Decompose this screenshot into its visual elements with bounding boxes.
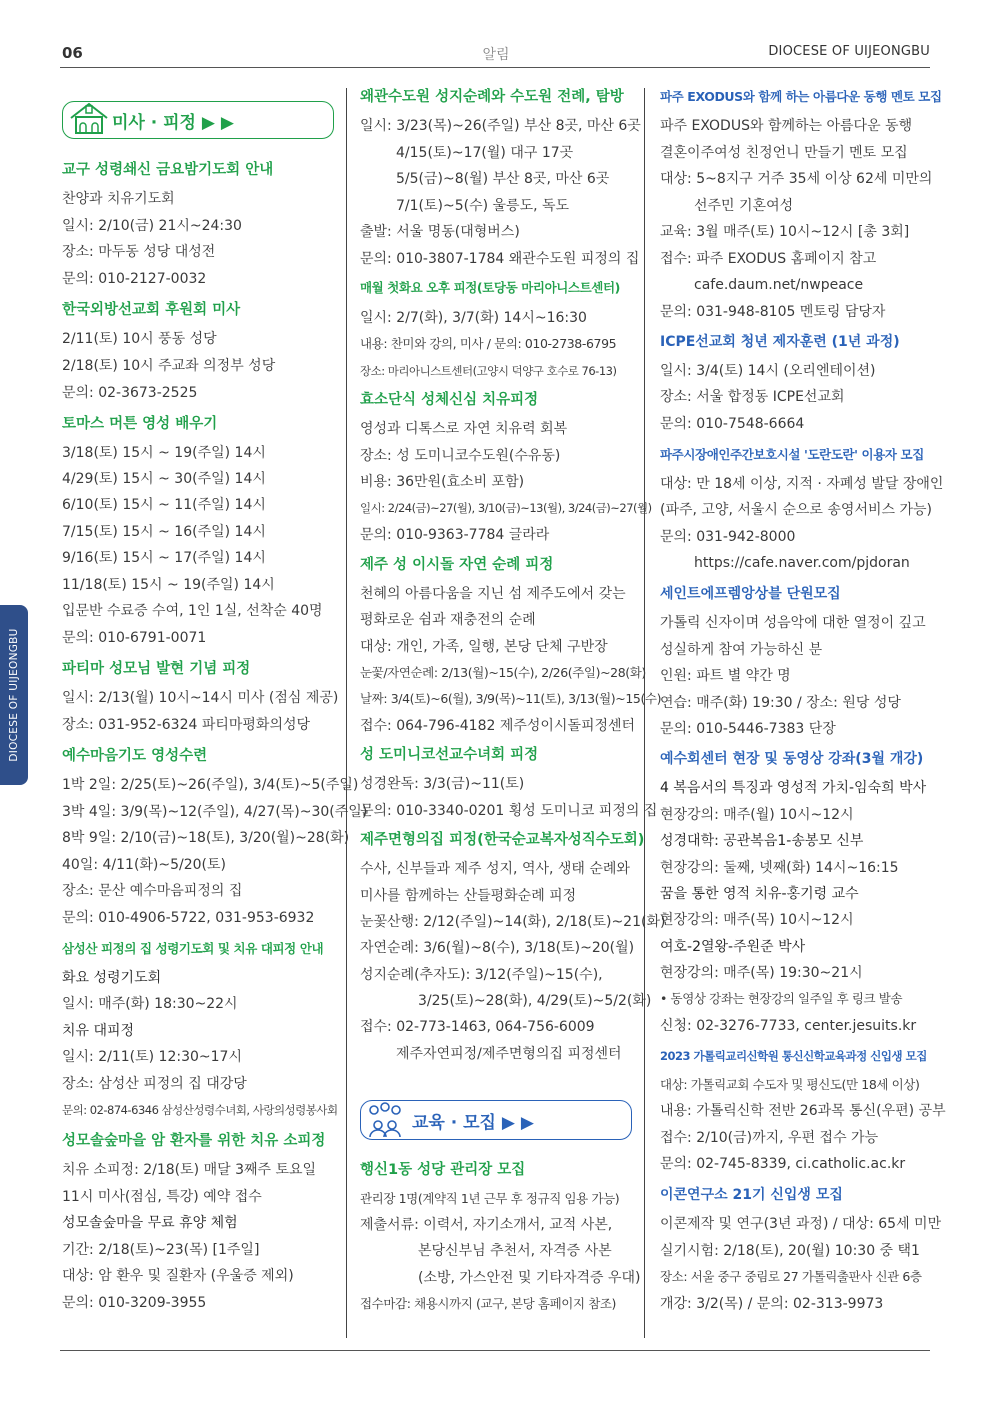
- section-name: 알림: [482, 47, 510, 63]
- info-line: 기간: 2/18(토)~23(목) [1주일]: [62, 1242, 260, 1258]
- section-heading: 예수회센터 현장 및 동영상 강좌(3월 개강): [660, 751, 924, 767]
- info-line: 일시: 3/23(목)~26(주일) 부산 8곳, 마산 6곳: [360, 118, 641, 134]
- info-line: 개강: 3/2(목) / 문의: 02-313-9973: [660, 1296, 884, 1312]
- info-line: 교육: 3월 매주(토) 10시~12시 [총 3회]: [660, 224, 910, 240]
- info-line: 장소: 성 도미니코수도원(수유동): [360, 448, 561, 464]
- info-line: 현장강의: 매주(목) 10시~12시: [660, 912, 854, 928]
- info-line: 신청: 02-3276-7733, center.jesuits.kr: [660, 1018, 917, 1034]
- info-line: 대상: 만 18세 이상, 지적 · 자폐성 발달 장애인: [660, 476, 944, 492]
- info-line: 접수: 2/10(금)까지, 우편 접수 가능: [660, 1130, 879, 1146]
- info-line: 4/29(토) 15시 ~ 30(주일) 14시: [62, 471, 266, 487]
- info-line: 문의: 010-6791-0071: [62, 630, 207, 646]
- info-line: 눈꽃/자연순례: 2/13(월)~15(수), 2/26(주일)~28(화): [360, 665, 646, 680]
- info-line: 이콘제작 및 연구(3년 과정) / 대상: 65세 미만: [660, 1216, 942, 1232]
- info-line: 출발: 서울 명동(대형버스): [360, 224, 520, 240]
- info-line: 화요 성령기도회: [62, 970, 162, 986]
- info-line: 7/1(토)~5(수) 울릉도, 독도: [396, 198, 570, 214]
- info-line: 3/25(토)~28(화), 4/29(토)~5/2(화): [418, 993, 652, 1009]
- info-line: 문의: 02-745-8339, ci.catholic.ac.kr: [660, 1156, 906, 1172]
- info-line: 연습: 매주(화) 19:30 / 장소: 원당 성당: [660, 695, 901, 711]
- info-line: 장소: 마리아니스트센터(고양시 덕양구 호수로 76-13): [360, 364, 617, 378]
- section-heading: 예수마음기도 영성수련: [62, 748, 208, 764]
- info-line: 찬양과 치유기도회: [62, 191, 175, 207]
- section-heading: 효소단식 성체신심 치유피정: [360, 392, 539, 408]
- info-line: 성경대학: 공관복음1-송봉모 신부: [660, 833, 864, 849]
- info-line: 3/18(토) 15시 ~ 19(주일) 14시: [62, 445, 266, 461]
- section-heading: 제주면형의집 피정(한국순교복자성직수도회): [360, 832, 645, 848]
- info-line: 문의: 010-4906-5722, 031-953-6932: [62, 910, 315, 926]
- side-tab-label: DIOCESE OF UIJEONGBU: [8, 628, 20, 762]
- info-line: 치유 소피정: 2/18(토) 매달 3째주 토요일: [62, 1162, 317, 1178]
- info-line: 접수: 02-773-1463, 064-756-6009: [360, 1019, 595, 1035]
- info-line: 장소: 031-952-6324 파티마평화의성당: [62, 717, 311, 733]
- info-line: 자연순례: 3/6(월)~8(수), 3/18(토)~20(월): [360, 940, 635, 956]
- info-line: 장소: 문산 예수마음피정의 집: [62, 883, 243, 899]
- info-line: 3박 4일: 3/9(목)~12(주일), 4/27(목)~30(주일): [62, 804, 368, 820]
- info-line: 비용: 36만원(효소비 포함): [360, 474, 525, 490]
- info-line: 문의: 010-3340-0201 횡성 도미니코 피정의 집: [360, 803, 658, 819]
- info-line: 일시: 2/24(금)~27(월), 3/10(금)~13(월), 3/24(금)~27(월): [360, 501, 652, 515]
- info-line: 문의: 031-942-8000: [660, 529, 796, 545]
- info-line: 현장강의: 둘째, 넷째(화) 14시~16:15: [660, 860, 899, 876]
- education-recruit-title: 교육 · 모집 ▶ ▶: [412, 1113, 534, 1133]
- page-number: 06: [62, 44, 83, 62]
- column-divider: [644, 88, 645, 1338]
- info-line: 일시: 2/7(화), 3/7(화) 14시~16:30: [360, 310, 587, 326]
- info-line: 미사를 함께하는 산들평화순례 피정: [360, 888, 577, 904]
- info-line: 문의: 010-3807-1784 왜관수도원 피정의 집: [360, 251, 640, 267]
- info-line: 9/16(토) 15시 ~ 17(주일) 14시: [62, 550, 266, 566]
- info-line: 천혜의 아름다움을 지닌 섬 제주도에서 갖는: [360, 586, 626, 602]
- info-line: 접수: 파주 EXODUS 홈페이지 참고: [660, 251, 877, 267]
- info-line: 8박 9일: 2/10(금)~18(토), 3/20(월)~28(화): [62, 830, 350, 846]
- section-heading: 행신1동 성당 관리장 모집: [360, 1162, 526, 1178]
- section-heading: 교구 성령쇄신 금요밤기도회 안내: [62, 162, 274, 178]
- info-line: 제주자연피정/제주면형의집 피정센터: [396, 1046, 622, 1062]
- mass-retreat-title: 미사 · 피정 ▶ ▶: [112, 113, 234, 133]
- info-line: 접수: 064-796-4182 제주성이시돌피정센터: [360, 718, 636, 734]
- footer-rule: [60, 1350, 930, 1351]
- info-line: 선주민 기혼여성: [694, 198, 794, 214]
- info-line: 접수마감: 채용시까지 (교구, 본당 홈페이지 참조): [360, 1296, 617, 1311]
- info-line: 대상: 가톨릭교회 수도자 및 평신도(만 18세 이상): [660, 1077, 920, 1092]
- info-line: 현장강의: 매주(목) 19:30~21시: [660, 965, 863, 981]
- info-line: 일시: 2/13(월) 10시~14시 미사 (점심 제공): [62, 690, 339, 706]
- info-line: 문의: 02-3673-2525: [62, 385, 198, 401]
- info-line: 평화로운 쉼과 재충전의 순례: [360, 612, 536, 628]
- info-line: 문의: 010-9363-7784 글라라: [360, 527, 550, 543]
- info-line: • 동영상 강좌는 현장강의 일주일 후 링크 발송: [660, 991, 903, 1006]
- info-line: 성지순례(추자도): 3/12(주일)~15(수),: [360, 967, 603, 983]
- section-heading: 파주시장애인주간보호시설 '도란도란' 이용자 모집: [660, 447, 924, 462]
- info-line: 4 복음서의 특징과 영성적 가치-임숙희 박사: [660, 780, 927, 796]
- info-line: 입문반 수료증 수여, 1인 1실, 선착순 40명: [62, 603, 323, 619]
- section-heading: 2023 가톨릭교리신학원 통신신학교육과정 신입생 모집: [660, 1049, 927, 1063]
- info-line: 장소: 서울 합정동 ICPE선교회: [660, 389, 845, 405]
- publication-name: DIOCESE OF UIJEONGBU: [768, 44, 930, 59]
- info-line: 문의: 010-2127-0032: [62, 271, 207, 287]
- info-line: https://cafe.naver.com/pjdoran: [694, 555, 910, 571]
- info-line: 영성과 디톡스로 자연 치유력 회복: [360, 421, 568, 437]
- header-rule: [60, 67, 930, 68]
- info-line: 현장강의: 매주(월) 10시~12시: [660, 807, 854, 823]
- section-heading: 파티마 성모님 발현 기념 피정: [62, 661, 251, 677]
- info-line: 11시 미사(점심, 특강) 예약 접수: [62, 1189, 262, 1205]
- section-heading: 삼성산 피정의 집 성령기도회 및 치유 대피정 안내: [62, 941, 324, 956]
- section-heading: 이콘연구소 21기 신입생 모집: [660, 1187, 843, 1203]
- info-line: 장소: 서울 중구 중림로 27 가톨릭출판사 신관 6층: [660, 1269, 922, 1284]
- info-line: 파주 EXODUS와 함께하는 아름다운 동행: [660, 118, 913, 134]
- section-heading: 왜관수도원 성지순례와 수도원 전례, 탐방: [360, 89, 624, 105]
- side-tab: [0, 605, 28, 785]
- section-heading: ICPE선교회 청년 제자훈련 (1년 과정): [660, 334, 900, 350]
- section-heading: 성 도미니코선교수녀회 피정: [360, 747, 539, 763]
- info-line: 결혼이주여성 친정언니 만들기 멘토 모집: [660, 145, 908, 161]
- column-divider: [346, 88, 347, 1338]
- info-line: 내용: 가톨릭신학 전반 26과목 통신(우편) 공부: [660, 1103, 946, 1119]
- info-line: 장소: 마두동 성당 대성전: [62, 244, 216, 260]
- info-line: 대상: 암 환우 및 질환자 (우울증 제외): [62, 1268, 294, 1284]
- info-line: 제출서류: 이력서, 자기소개서, 교적 사본,: [360, 1217, 613, 1233]
- info-line: 5/5(금)~8(월) 부산 8곳, 마산 6곳: [396, 171, 610, 187]
- info-line: 6/10(토) 15시 ~ 11(주일) 14시: [62, 497, 266, 513]
- section-heading: 토마스 머튼 영성 배우기: [62, 416, 218, 432]
- info-line: 11/18(토) 15시 ~ 19(주일) 14시: [62, 577, 275, 593]
- info-line: 일시: 매주(화) 18:30~22시: [62, 996, 238, 1012]
- info-line: 날짜: 3/4(토)~6(월), 3/9(목)~11(토), 3/13(월)~15(수): [360, 691, 662, 706]
- info-line: 문의: 010-5446-7383 단장: [660, 721, 836, 737]
- info-line: 눈꽃산행: 2/12(주일)~14(화), 2/18(토)~21(화): [360, 914, 666, 930]
- info-line: (파주, 고양, 서울시 순으로 송영서비스 가능): [660, 502, 932, 518]
- info-line: 성모솔숲마을 무료 휴양 체험: [62, 1215, 238, 1231]
- info-line: 7/15(토) 15시 ~ 16(주일) 14시: [62, 524, 266, 540]
- info-line: 내용: 찬미와 강의, 미사 / 문의: 010-2738-6795: [360, 336, 617, 351]
- info-line: 가톨릭 신자이며 성음악에 대한 열정이 깊고: [660, 615, 926, 631]
- section-heading: 성모솔숲마을 암 환자를 위한 치유 소피정: [62, 1133, 326, 1149]
- info-line: 대상: 5~8지구 거주 35세 이상 62세 미만의: [660, 171, 933, 187]
- info-line: 문의: 02-874-6346 삼성산성령수녀회, 사랑의성령봉사회: [62, 1103, 338, 1117]
- people-group-icon: [364, 1098, 406, 1138]
- info-line: 4/15(토)~17(월) 대구 17곳: [396, 145, 574, 161]
- info-line: 문의: 010-3209-3955: [62, 1295, 207, 1311]
- info-line: 40일: 4/11(화)~5/20(토): [62, 857, 227, 873]
- section-heading: 파주 EXODUS와 함께 하는 아름다운 동행 멘토 모집: [660, 89, 942, 104]
- info-line: 일시: 3/4(토) 14시 (오리엔테이션): [660, 363, 876, 379]
- info-line: 성실하게 참여 가능하신 분: [660, 642, 823, 658]
- info-line: 장소: 삼성산 피정의 집 대강당: [62, 1076, 247, 1092]
- section-heading: 한국외방선교회 후원회 미사: [62, 302, 241, 318]
- info-line: 문의: 010-7548-6664: [660, 416, 805, 432]
- info-line: 일시: 2/11(토) 12:30~17시: [62, 1049, 242, 1065]
- info-line: 성경완독: 3/3(금)~11(토): [360, 776, 525, 792]
- info-line: 꿈을 통한 영적 치유-홍기령 교수: [660, 886, 859, 902]
- info-line: 문의: 031-948-8105 멘토링 담당자: [660, 304, 886, 320]
- info-line: 여호-2열왕-주원준 박사: [660, 939, 806, 955]
- info-line: 대상: 개인, 가족, 일행, 본당 단체 구반장: [360, 639, 608, 655]
- section-heading: 세인트에프렘앙상블 단원모집: [660, 586, 841, 602]
- info-line: 수사, 신부들과 제주 성지, 역사, 생태 순례와: [360, 861, 630, 877]
- info-line: 2/18(토) 10시 주교좌 의정부 성당: [62, 358, 276, 374]
- info-line: 관리장 1명(계약직 1년 근무 후 정규직 임용 가능): [360, 1191, 620, 1206]
- info-line: 일시: 2/10(금) 21시~24:30: [62, 218, 242, 234]
- info-line: 1박 2일: 2/25(토)~26(주일), 3/4(토)~5(주일): [62, 777, 359, 793]
- info-line: 실기시험: 2/18(토), 20(월) 10:30 중 택1: [660, 1243, 920, 1259]
- info-line: 치유 대피정: [62, 1023, 135, 1039]
- info-line: (소방, 가스안전 및 기타자격증 우대): [418, 1270, 641, 1286]
- info-line: cafe.daum.net/nwpeace: [694, 277, 864, 293]
- info-line: 2/11(토) 10시 풍동 성당: [62, 331, 217, 347]
- section-heading: 제주 성 이시돌 자연 순례 피정: [360, 557, 554, 573]
- info-line: 본당신부님 추천서, 자격증 사본: [418, 1243, 612, 1259]
- section-heading: 매월 첫화요 오후 피정(토당동 마리아니스트센터): [360, 280, 620, 295]
- church-icon: [68, 98, 110, 136]
- info-line: 인원: 파트 별 약간 명: [660, 668, 791, 684]
